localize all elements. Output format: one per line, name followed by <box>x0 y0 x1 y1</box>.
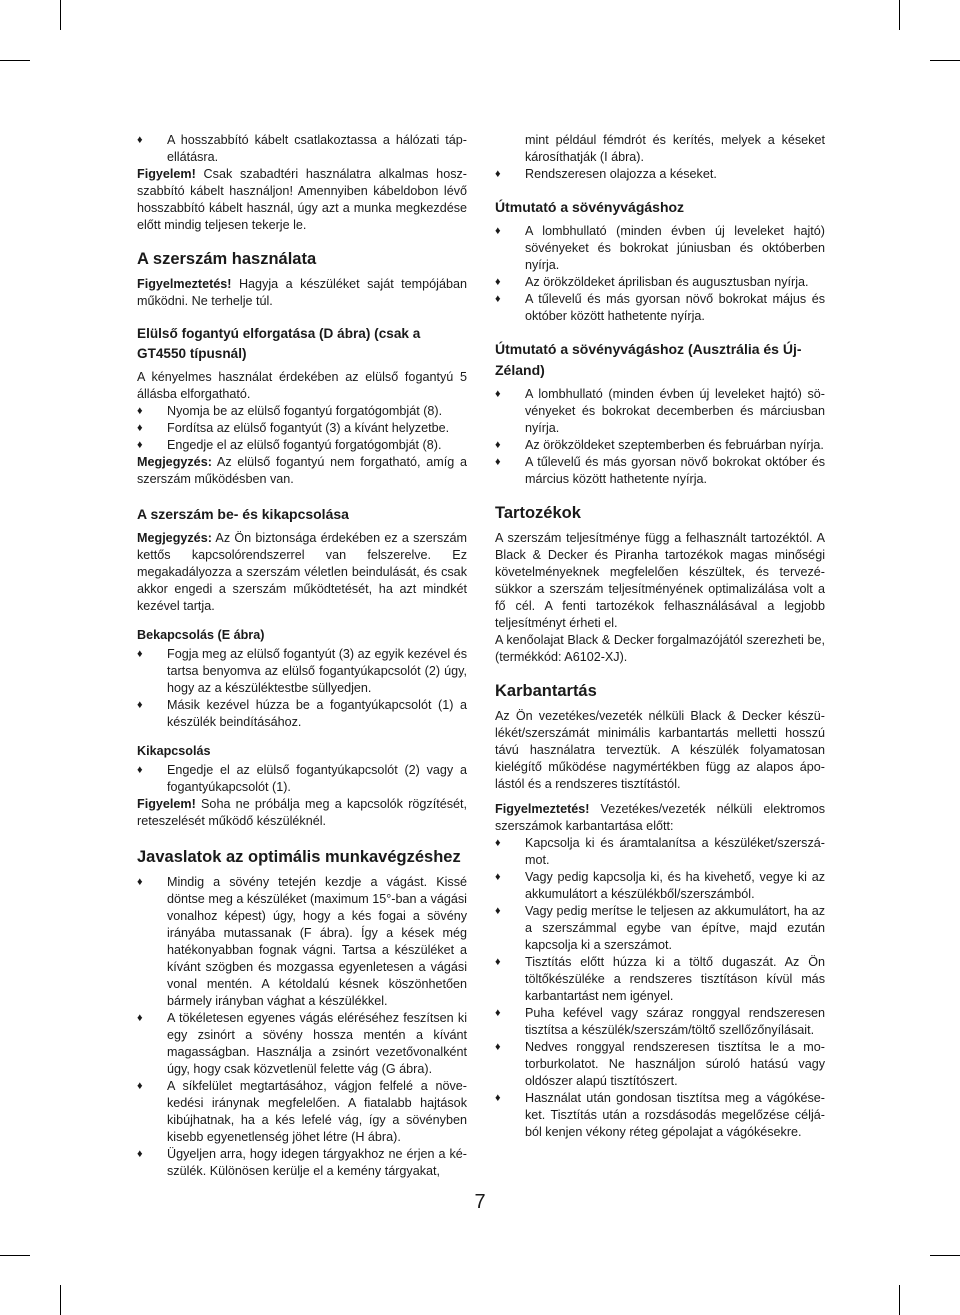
bullet-icon: ♦ <box>137 876 143 888</box>
section-heading-switch: A szerszám be- és kikapcsolása <box>137 506 349 522</box>
bullet-icon: ♦ <box>495 956 501 968</box>
list-item: ♦ Engedje el az elülső fogantyú forgatógombját (8). <box>137 438 442 452</box>
list-item: ♦ Fordítsa az elülső fogantyút (3) a kívánt helyzetbe. <box>137 421 450 435</box>
bullet-icon: ♦ <box>137 1148 143 1160</box>
crop-mark-bottom-left <box>60 1285 61 1315</box>
bullet-icon: ♦ <box>495 439 501 451</box>
bullet-icon: ♦ <box>137 699 143 711</box>
list-item: ♦ A síkfelület megtartásához, vágjon felfelé a növekedési iránynak megfelelően. A fiatalabb hajtások kibújhatnak, ha a kés lefelé vág, így a sövényben kisebb egyenetlenség jöhet létre (H ábra). <box>137 1079 467 1144</box>
list-item: ♦ Ügyeljen arra, hogy idegen tárgyakhoz ne érjen a készülék. Különösen kerülje el a kemény tárgyakat, <box>137 1147 467 1178</box>
list-item: ♦ Nedves ronggyal rendszeresen tisztítsa le a motorburkolatot. Ne használjon súroló hatású vagy oldószer alapú tisztítószert. <box>495 1040 825 1088</box>
bullet-icon: ♦ <box>495 388 501 400</box>
list-item: ♦ A tűlevelű és más gyorsan növő bokrokat május és október között hathetente nyírja. <box>495 292 825 323</box>
bullet-icon: ♦ <box>137 134 143 146</box>
warning-paragraph: Figyelmeztetés! Hagyja a készüléket saját tempójában működni. Ne terhelje túl. <box>137 277 467 308</box>
section-heading-handle: Elülső fogantyú elforgatása (D ábra) (csak a GT4550 típusnál) <box>137 326 421 361</box>
list-item: ♦ A tűlevelű és más gyorsan növő bokrokat október és március között hathetente nyírja. <box>495 455 825 486</box>
section-heading-accessories: Tartozékok <box>495 504 581 522</box>
left-column <box>137 132 467 1180</box>
right-column <box>495 132 825 1141</box>
bullet-icon: ♦ <box>495 1007 501 1019</box>
crop-mark-bottom-left-h <box>0 1255 30 1256</box>
crop-mark-bottom-right <box>899 1285 900 1315</box>
note-paragraph: Megjegyzés: Az elülső fogantyú nem forgatható, amíg a szerszám működésben van. <box>137 455 467 486</box>
list-item: ♦ Az örökzöldeket áprilisban és augusztusban nyírja. <box>495 275 809 289</box>
note-paragraph: Megjegyzés: Az Ön biztonsága érdekében ez a szerszám kettős kapcsolórendszerrel van felszerelve. Ez megakadályozza a szerszám véletlen beindulását, és csak akkor engedi a szerszám működtetését, ha azt mindkét kezével tartja. <box>137 531 467 613</box>
bullet-icon: ♦ <box>495 905 501 917</box>
bullet-icon: ♦ <box>137 1012 143 1024</box>
list-item: ♦ A lombhullató (minden évben új leveleket hajtó) sövényeket és bokrokat júniusban és októberben nyírja. <box>495 224 825 272</box>
subheading-switch-on: Bekapcsolás (E ábra) <box>137 628 265 642</box>
warning-paragraph: Figyelmeztetés! Vezetékes/vezeték nélküli elektromos szerszámok karbantartása előtt: <box>495 802 825 833</box>
crop-mark-top-left-h <box>0 60 30 61</box>
bullet-icon: ♦ <box>495 1092 501 1104</box>
crop-mark-top-right-h <box>930 60 960 61</box>
bullet-icon: ♦ <box>137 422 143 434</box>
bullet-icon: ♦ <box>137 405 143 417</box>
list-item: ♦ Vagy pedig kapcsolja ki, és ha kivehető, vegye ki az akkumulátort a készülékből/szerszámból. <box>495 870 825 901</box>
list-item: ♦ Fogja meg az elülső fogantyút (3) az egyik kezével és tartsa benyomva az elülső fogantyúkapcsolót (2) úgy, hogy az a készüléktestbe süllyedjen. <box>137 647 467 695</box>
list-item: ♦ A lombhullató (minden évben új leveleket hajtó) sövényeket és bokrokat decemberben és márciusban nyírja. <box>495 387 825 435</box>
section-heading-guide: Útmutató a sövényvágáshoz <box>495 199 685 215</box>
bullet-icon: ♦ <box>137 764 143 776</box>
bullet-icon: ♦ <box>137 648 143 660</box>
list-item: ♦ A hosszabbító kábelt csatlakoztassa a hálózati tápellátásra. <box>137 133 467 164</box>
subheading-switch-off: Kikapcsolás <box>137 744 211 758</box>
paragraph: A kenőolajat Black & Decker forgalmazójától szerezheti be, (termékkód: A6102-XJ). <box>495 633 825 664</box>
list-item: ♦ Engedje el az elülső fogantyúkapcsolót (2) vagy a fogantyúkapcsolót (1). <box>137 763 467 794</box>
bullet-icon: ♦ <box>495 225 501 237</box>
list-item: ♦ Az örökzöldeket szeptemberben és februárban nyírja. <box>495 438 824 452</box>
bullet-icon: ♦ <box>495 871 501 883</box>
list-item: ♦ Kapcsolja ki és áramtalanítsa a készüléket/szerszámot. <box>495 836 825 867</box>
paragraph: A kényelmes használat érdekében az elülső fogantyú 5 állásba elforgatható. <box>137 370 467 401</box>
crop-mark-top-right <box>899 0 900 30</box>
warning-paragraph: Figyelem! Csak szabadtéri használatra alkalmas hoszszabbító kábelt használjon! Amennyiben kábeldobon lévő hosszabbító kábelt használ, úgy azt a munka megkezdése előtt mindig teljesen tekerje le. <box>137 167 467 232</box>
bullet-icon: ♦ <box>495 293 501 305</box>
continued-paragraph: mint például fémdrót és kerítés, melyek a késeket károsíthatják (I ábra). <box>525 133 825 164</box>
warning-paragraph: Figyelem! Soha ne próbálja meg a kapcsolók rögzítését, reteszelését működő készüléknél. <box>137 797 467 828</box>
section-heading-tips: Javaslatok az optimális munkavégzéshez <box>137 848 461 866</box>
bullet-icon: ♦ <box>137 439 143 451</box>
paragraph: A szerszám teljesítménye függ a felhasznált tartozéktól. A Black & Decker és Piranha tartozékok magas minőségi követelményeknek megfelelően készültek, és tervezésükkor a szerszám teljesítményének optimalizálása volt a fő cél. A fenti tartozékok felhasználásával a legjobb teljesítményt érheti el. <box>495 531 825 630</box>
bullet-icon: ♦ <box>495 168 501 180</box>
list-item: ♦ A tökéletesen egyenes vágás eléréséhez feszítsen ki egy zsinórt a sövény hossza mentén a kívánt magasságban. Használja a zsinórt vezetővonalként úgy, hogy csak közvetlenül felette vág (G ábra). <box>137 1011 467 1076</box>
list-item: ♦ Puha kefével vagy száraz ronggyal rendszeresen tisztítsa a készülék/szerszám/töltő szellőzőnyílásait. <box>495 1006 825 1037</box>
paragraph: Az Ön vezetékes/vezeték nélküli Black & Decker készülékét/szerszámát minimális karbantartás melletti hosszú távú használatra terveztük. A készülék folyamatosan kielégítő működése nagymértékben függ az alapos ápolástól és a rendszeres tisztítástól. <box>495 709 825 791</box>
list-item: ♦ Vagy pedig merítse le teljesen az akkumulátort, ha az a szerszámmal egybe van építve, majd ezután kapcsolja ki a szerszámot. <box>495 904 825 952</box>
list-item: ♦ Mindig a sövény tetején kezdje a vágást. Kissé döntse meg a készüléket (maximum 15°-ban a vágási vonalhoz képest) úgy, hogy a kés fogai a sövény irányába mutassanak (F ábra). Így a kések még hatékonyabban fognak vágni. Tartsa a készüléket a kívánt szögben és mozgassa egyenletesen a vágási vonal mentén. A kétoldalú késnek köszönhetően bármely irányban vághat a készülékkel. <box>137 875 467 1008</box>
list-item: ♦ Rendszeresen olajozza a késeket. <box>495 167 717 181</box>
list-item: ♦ Másik kezével húzza be a fogantyúkapcsolót (1) a készülék beindításához. <box>137 698 467 729</box>
bullet-icon: ♦ <box>137 1080 143 1092</box>
bullet-icon: ♦ <box>495 276 501 288</box>
section-heading-maintenance: Karbantartás <box>495 682 597 700</box>
list-item: ♦ Nyomja be az elülső fogantyú forgatógombját (8). <box>137 404 443 418</box>
bullet-icon: ♦ <box>495 1041 501 1053</box>
crop-mark-top-left <box>60 0 61 30</box>
page-number: 7 <box>474 1191 486 1213</box>
bullet-icon: ♦ <box>495 456 501 468</box>
list-item: ♦ Használat után gondosan tisztítsa meg a vágókéseket. Tisztítás után a rozsdásodás megelőzése céljából kenjen vékony réteg gépolajat a vágókésekre. <box>495 1091 825 1139</box>
list-item: ♦ Tisztítás előtt húzza ki a töltő dugaszát. Az Ön töltőkészüléke a rendszeres tisztításon kívül más karbantartást nem igényel. <box>495 955 825 1003</box>
crop-mark-bottom-right-h <box>930 1255 960 1256</box>
bullet-icon: ♦ <box>495 837 501 849</box>
section-heading-guide-au: Útmutató a sövényvágáshoz (Ausztrália és Új-Zéland) <box>495 341 802 378</box>
section-heading-use: A szerszám használata <box>137 250 317 268</box>
